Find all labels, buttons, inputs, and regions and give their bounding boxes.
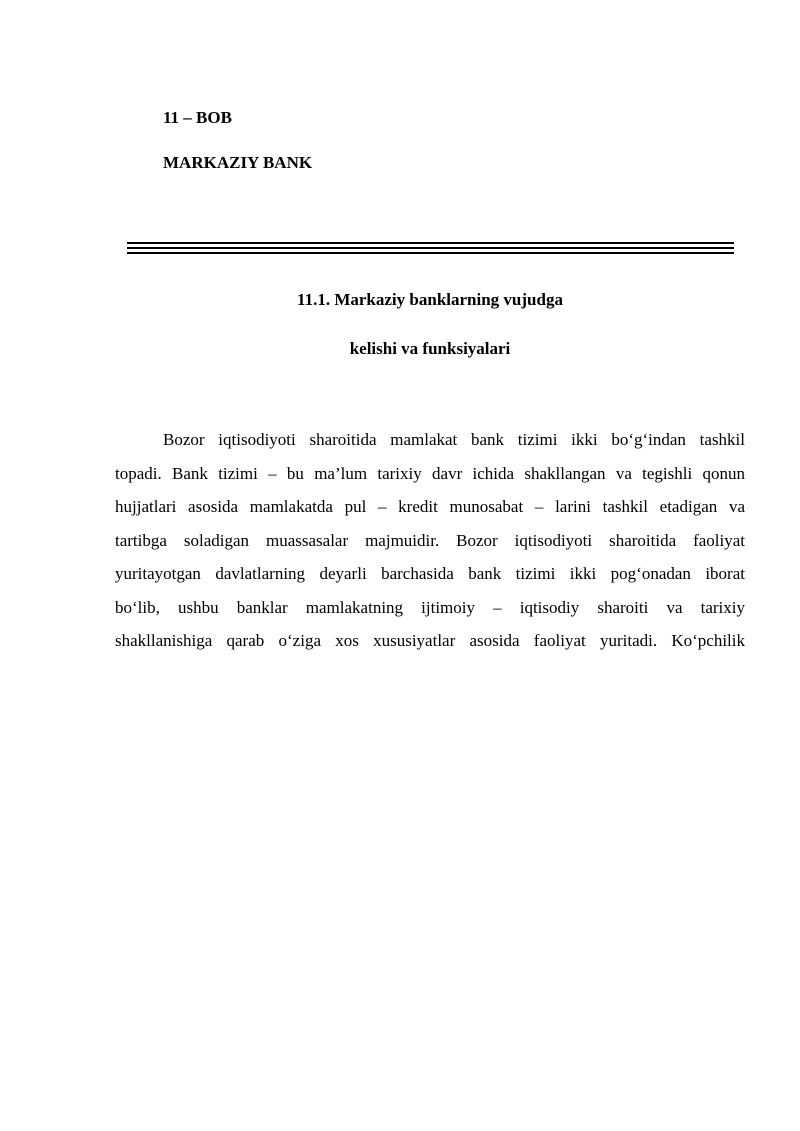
paragraph-line [115,490,745,524]
paragraph-line-text: topadi. Bank tizimi – bu ma’lum tarixiy davr ichida shakllangan va tegishli qonun [115,463,745,483]
paragraph-line [115,624,745,658]
paragraph-line-text: hujjatlari asosida mamlakatda pul – kredit munosabat – larini tashkil etadigan va [115,497,745,516]
paragraph-line-text: yuritayotgan davlatlarning deyarli barchasida bank tizimi ikki pog‘onadan iborat [115,564,745,583]
paragraph-line-text: bo‘lib, ushbu banklar mamlakatning ijtimoiy – iqtisodiy sharoiti va tarixiy [115,597,745,617]
divider-line-top [127,242,734,244]
paragraph-line-text: Bozor iqtisodiyoti sharoitida mamlakat bank tizimi ikki bo‘g‘indan tashkil [163,430,745,449]
paragraph-line-text: shakllanishiga qarab o‘ziga xos xususiyatlar asosida faoliyat yuritadi. Ko‘pchilik [115,631,745,650]
triple-line-divider [127,242,734,254]
divider-line-middle [127,247,734,249]
paragraph-line [115,457,745,491]
paragraph-line [115,591,745,625]
chapter-number: 11 – BOB [163,108,232,127]
paragraph-line [115,423,745,457]
body-paragraph [115,423,745,658]
paragraph-line-text: tartibga soladigan muassasalar majmuidir. Bozor iqtisodiyoti sharoitida faoliyat [115,530,745,550]
paragraph-line [115,557,745,591]
divider-line-bottom [127,252,734,254]
section-title-line-2: kelishi va funksiyalari [349,339,511,358]
paragraph-line [115,524,745,558]
section-title-line-1: 11.1. Markaziy banklarning vujudga [297,290,563,309]
chapter-title: MARKAZIY BANK [163,153,313,172]
